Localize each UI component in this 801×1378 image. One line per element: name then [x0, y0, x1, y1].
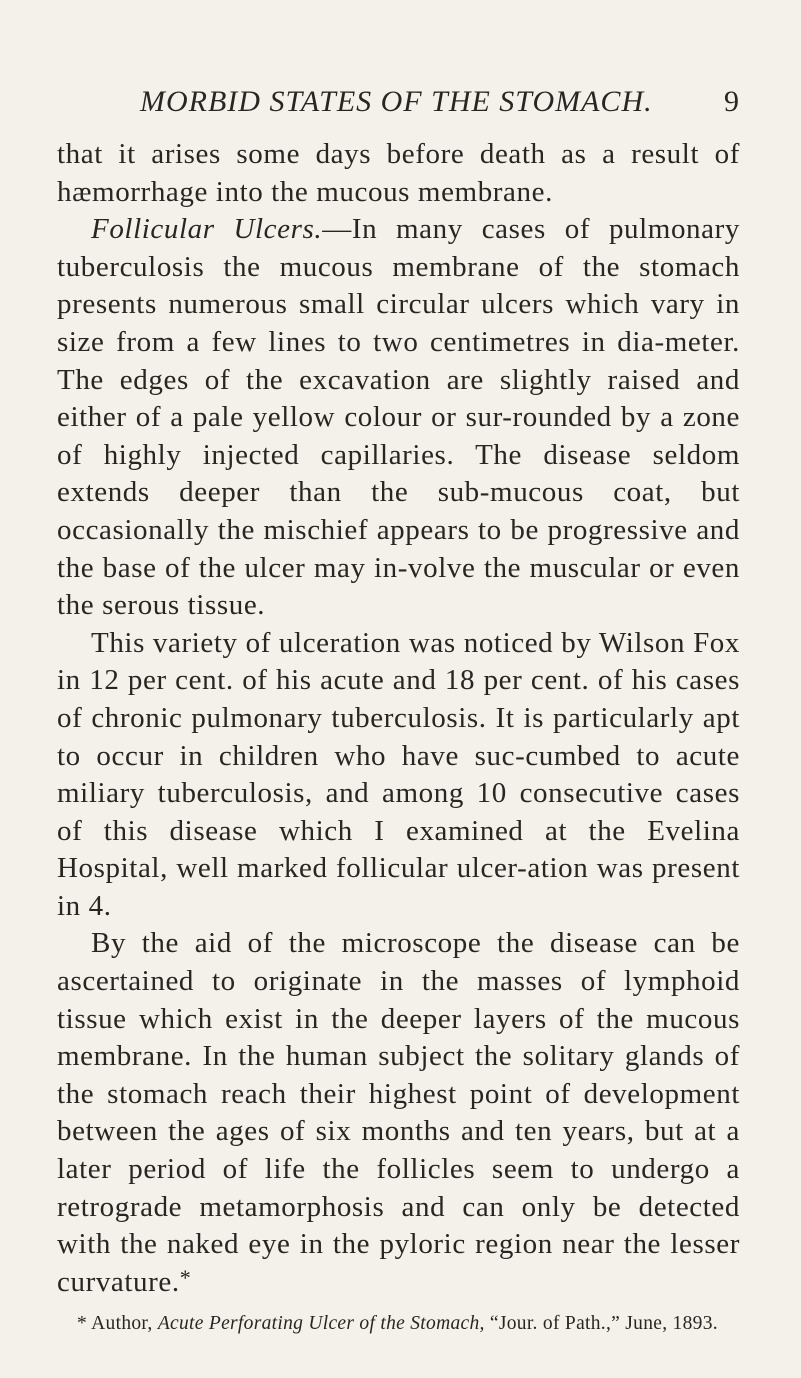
footnote-reference: *	[179, 1264, 192, 1290]
footnote-title: Acute Perforating Ulcer of the Stomach,	[157, 1313, 485, 1334]
body-text	[57, 136, 740, 1302]
paragraph-1: that it arises some days before death as a result of hæmorrhage into the mucous membrane.	[57, 138, 740, 208]
paragraph-4-text: By the aid of the microscope the disease can be ascertained to originate in the masses of lymphoid tissue which exist in the deeper layers of the mucous membrane. In the human subject the solitary glands of the stomach reach their highest point of development between the ages of six months and ten years, but at a later period of life the follicles seem to undergo a retrograde metamorphosis and can only be detected with the naked eye in the pyloric region near the lesser curvature.	[57, 927, 740, 1298]
paragraph-4	[57, 925, 740, 1302]
footnote-author: Author,	[91, 1313, 153, 1334]
paragraph-2-text: —In many cases of pulmonary tuberculosis the mucous membrane of the stomach presents numerous small circular ulcers which vary in size from a few lines to two centimetres in dia-meter. The edges of the excavation are slightly raised and either of a pale yellow colour or sur-rounded by a zone of highly injected capillaries. The disease seldom extends deeper than the sub-mucous coat, but occasionally the mischief appears to be progressive and the base of the ulcer may in-volve the muscular or even the serous tissue.	[57, 213, 740, 622]
footnote	[57, 1312, 740, 1336]
footnote-citation: “Jour. of Path.,” June, 1893.	[489, 1313, 718, 1334]
section-heading: Follicular Ulcers.	[91, 213, 323, 246]
paragraph-2	[57, 211, 740, 625]
footnote-marker: *	[77, 1313, 88, 1334]
running-head: MORBID STATES OF THE STOMACH.	[140, 85, 653, 118]
paragraph-3: This variety of ulceration was noticed by Wilson Fox in 12 per cent. of his acute and 18 per cent. of his cases of chronic pulmonary tuberculosis. It is particularly apt to occur in children who have suc-cumbed to acute miliary tuberculosis, and among 10 consecutive cases of this disease which I examined at the Evelina Hospital, well marked follicular ulcer-ation was present in 4.	[57, 626, 740, 922]
page-number: 9	[724, 85, 739, 118]
